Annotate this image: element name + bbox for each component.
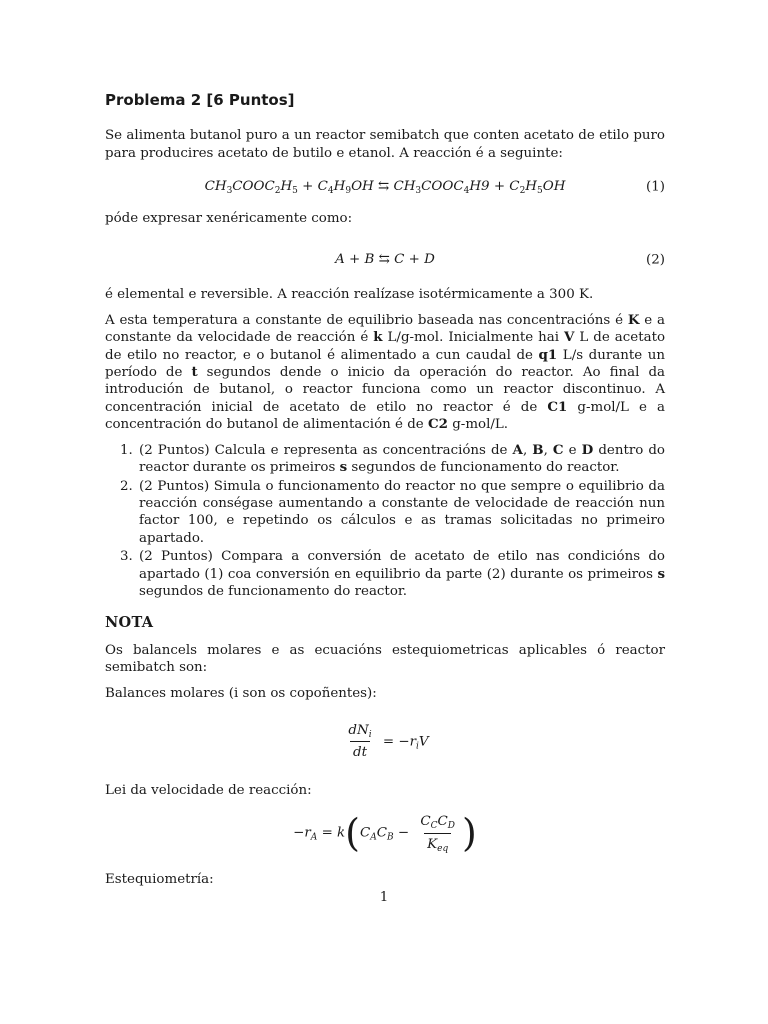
stoich-label: Estequiometría: — [105, 872, 214, 887]
intro-paragraph: Se alimenta butanol puro a un reactor semibatch que conten acetato de etilo puro para producires acetato de butilo e etanol. A reacción é a seguinte: — [105, 128, 665, 161]
nota-heading: NOTA — [105, 614, 154, 632]
elemental-text: é elemental e reversible. A reacción realízase isotérmicamente a 300 K. — [105, 287, 594, 303]
equation-1-number: (1) — [646, 179, 665, 195]
balances-label: Balances molares (i son os copoñentes): — [105, 685, 377, 701]
mole-balance-equation: $\frac{dN_i}{dt}$ = $-r_iV$ — [348, 722, 429, 761]
problem-title: Problema 2 [6 Puntos] — [105, 91, 295, 109]
list-item: 2. (2 Puntos) Simula o funcionamento do reactor no que sempre o equilibrio da reacción conségase aumentando a constante de velocidade de reacción nun factor 100, e repetindo os cálculos e as tramas solicitadas no primeiro apartado. — [137, 478, 665, 548]
rate-law-equation: $-r_A = k(C_AC_B$ − $\frac{C_CC_D}{K_{eq}}$ ) — [293, 811, 477, 856]
rate-label: Lei da velocidade de reacción: — [105, 782, 312, 798]
reaction-equation: $CH_3COOC_2H_5 + C_4H_9OH$ ⇆ $CH_3COOC_4H9 + C_2H_5OH$ — [204, 179, 566, 197]
page-number: 1 — [379, 890, 389, 905]
page-content — [105, 92, 665, 896]
list-item: 1. (2 Puntos) Calcula e representa as concentracións de A, B, C e D dentro do reactor durante os primeiros s segundos de funcionamento do reactor. — [137, 442, 665, 477]
equation-2 — [105, 251, 665, 268]
conditions-paragraph: A esta temperatura a constante de equilibrio baseada nas concentracións é K e a constante da velocidade de reacción é k L/g-mol. Inicialmente hai V L de acetato de etilo no reactor, e o butanol é alimentado a cun caudal de q1 L/s durante un período de t segundos dende o inicio da operación do reactor. Ao final da introdución de butanol, o reactor funciona como un reactor discontinuo. A concentración inicial de acetato de etilo no reactor é de C1 g-mol/L e a concentración do butanol de alimentación é de C2 g-mol/L. — [105, 311, 666, 433]
list-item: 3. (2 Puntos) Compara a conversión de acetato de etilo nas condicións do apartado (1) coa conversión en equilibrio da parte (2) durante os primeiros s segundos de funcionamento do reactor. — [137, 548, 665, 600]
generic-equation: A + B ⇆ C + D — [335, 252, 435, 268]
task-list — [105, 442, 665, 601]
balances-intro: Os balancels molares e as ecuacións estequiometricas aplicables ó reactor semibatch son: — [105, 642, 665, 676]
generic-text: póde expresar xenéricamente como: — [105, 210, 353, 226]
equation-1 — [105, 178, 665, 195]
equation-2-number: (2) — [646, 252, 665, 268]
